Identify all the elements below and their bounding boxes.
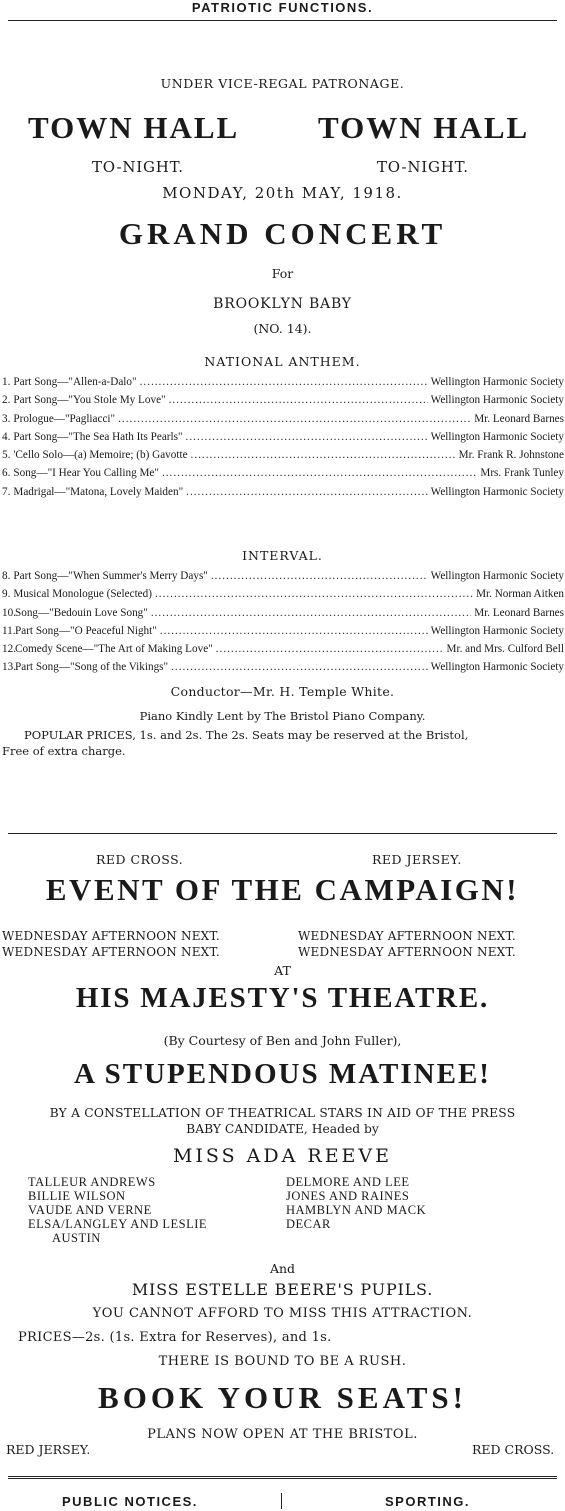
item-performer: Mr. Frank R. Johnstone (458, 449, 564, 462)
programme-item (2, 607, 564, 625)
venue-right: TOWN HALL (318, 110, 530, 145)
when-left-1: WEDNESDAY AFTERNOON NEXT. (2, 929, 220, 943)
tonight-right: TO-NIGHT. (377, 158, 469, 176)
cannot-miss-line: YOU CANNOT AFFORD TO MISS THIS ATTRACTION. (92, 1306, 473, 1321)
programme-item (2, 643, 564, 661)
leader-dots (151, 607, 471, 619)
item-performer: Wellington Harmonic Society (430, 624, 564, 637)
item-number: 11. (2, 624, 16, 637)
theatre-name: HIS MAJESTY'S THEATRE. (75, 982, 490, 1014)
patronage-line: UNDER VICE-REGAL PATRONAGE. (160, 76, 405, 91)
venue-left: TOWN HALL (28, 110, 240, 145)
item-performer: Wellington Harmonic Society (430, 570, 564, 582)
conductor-line: Conductor—Mr. H. Temple White. (170, 684, 395, 699)
item-performer: Wellington Harmonic Society (430, 430, 564, 443)
item-performer: Mr. Norman Aitken (476, 588, 564, 601)
tonight-left: TO-NIGHT. (92, 158, 184, 176)
item-title: Part Song—"O Peaceful Night" (15, 624, 157, 637)
beneficiary: BROOKLYN BABY (213, 296, 352, 312)
red-jersey-tag: RED JERSEY. (372, 852, 462, 867)
section-header: PATRIOTIC FUNCTIONS. (191, 0, 374, 15)
item-number: 2. (2, 394, 11, 407)
item-number: 3. (2, 412, 11, 425)
programme-item (2, 588, 564, 606)
item-performer: Wellington Harmonic Society (430, 376, 564, 388)
item-number: 10. (2, 606, 16, 619)
item-title: Comedy Scene—"The Art of Making Love" (15, 643, 213, 656)
artist-name: HAMBLYN AND MACK (286, 1203, 427, 1217)
programme-part-2 (2, 570, 564, 680)
item-title: Song—"I Hear You Calling Me" (13, 467, 159, 480)
programme-item (2, 661, 564, 679)
item-performer: Mr. and Mrs. Culford Bell (446, 643, 564, 656)
artist-name: DECAR (286, 1217, 331, 1231)
leader-dots (186, 431, 428, 443)
leader-dots (169, 394, 428, 406)
artist-name: DELMORE AND LEE (286, 1175, 410, 1189)
programme-item (2, 449, 564, 467)
national-anthem: NATIONAL ANTHEM. (204, 354, 361, 369)
leader-dots (140, 376, 428, 388)
item-performer: Mr. Leonard Barnes (474, 606, 564, 619)
item-performer: Wellington Harmonic Society (430, 485, 564, 498)
footer-red-jersey: RED JERSEY. (6, 1442, 91, 1457)
rush-line: THERE IS BOUND TO BE A RUSH. (158, 1354, 407, 1369)
artists-left (28, 1175, 207, 1245)
ad-divider (8, 833, 557, 834)
item-number: 7. (2, 485, 11, 498)
footer-public-notices: PUBLIC NOTICES. (62, 1494, 198, 1509)
item-title: Song—"Bedouin Love Song" (15, 606, 148, 619)
pupils-line: MISS ESTELLE BEERE'S PUPILS. (131, 1280, 434, 1299)
footer-column-divider (281, 1493, 282, 1509)
item-number: 6. (2, 467, 11, 480)
item-title: Part Song—"The Sea Hath Its Pearls" (13, 430, 183, 443)
when-left (2, 928, 220, 960)
programme-item (2, 625, 564, 643)
item-title: Prologue—"Pagliacci" (13, 412, 116, 425)
leader-dots (155, 588, 473, 600)
leader-dots (211, 570, 428, 582)
item-title: Part Song—"When Summer's Merry Days" (13, 570, 208, 582)
artist-name: VAUDE AND VERNE (28, 1203, 152, 1217)
item-title: Musical Monologue (Selected) (13, 588, 152, 601)
item-performer: Wellington Harmonic Society (430, 394, 564, 407)
when-right (298, 928, 516, 960)
artist-name: JONES AND RAINES (286, 1189, 410, 1203)
constellation-line-1: BY A CONSTELLATION OF THEATRICAL STARS IN AID OF THE PRESS (49, 1106, 516, 1120)
artist-name: ELSA/LANGLEY AND LESLIE (28, 1217, 208, 1231)
item-performer: Mrs. Frank Tunley (480, 467, 564, 480)
programme-item (2, 431, 564, 449)
programme-item (2, 570, 564, 588)
leader-dots (191, 449, 456, 461)
programme-item (2, 486, 564, 504)
programme-item (2, 413, 564, 431)
leader-dots (171, 661, 428, 673)
artist-name: BILLIE WILSON (28, 1189, 126, 1203)
prices-line-2: Free of extra charge. (2, 744, 126, 758)
item-title: Madrigal—"Matona, Lovely Maiden" (13, 485, 184, 498)
and-label: And (269, 1261, 296, 1276)
at-label: AT (274, 963, 291, 978)
item-number: 5. (2, 449, 11, 462)
item-number: 13. (2, 661, 16, 674)
leader-dots (118, 413, 471, 425)
when-right-1: WEDNESDAY AFTERNOON NEXT. (298, 929, 516, 943)
item-title: 'Cello Solo—(a) Memoire; (b) Gavotte (13, 449, 188, 462)
item-title: Part Song—"You Stole My Love" (13, 394, 166, 407)
leader-dots (216, 643, 444, 655)
concert-title: GRAND CONCERT (118, 216, 447, 251)
courtesy-line: (By Courtesy of Ben and John Fuller), (163, 1033, 402, 1048)
programme-part-1 (2, 376, 564, 504)
footer-sporting: SPORTING. (385, 1494, 471, 1509)
item-number: 1. (2, 376, 11, 388)
star-name: MISS ADA REEVE (172, 1145, 393, 1167)
book-seats-headline: BOOK YOUR SEATS! (98, 1380, 467, 1415)
artists-right (286, 1175, 426, 1231)
matinee-prices: PRICES—2s. (1s. Extra for Reserves), and 1s. (18, 1330, 332, 1345)
piano-line: Piano Kindly Lent by The Bristol Piano Company. (139, 709, 426, 723)
leader-dots (162, 467, 477, 479)
leader-dots (160, 625, 428, 637)
item-performer: Mr. Leonard Barnes (474, 412, 564, 425)
programme-item (2, 394, 564, 412)
footer-rule (8, 1476, 557, 1479)
item-number: 9. (2, 588, 11, 601)
item-title: Part Song—"Song of the Vikings" (15, 661, 169, 674)
event-headline: EVENT OF THE CAMPAIGN! (45, 872, 520, 907)
item-number: 4. (2, 430, 11, 443)
red-cross-tag: RED CROSS. (96, 852, 184, 867)
artist-name: TALLEUR ANDREWS (28, 1175, 156, 1189)
item-title: Part Song—"Allen-a-Dalo" (13, 376, 137, 388)
candidate-number: (NO. 14). (253, 321, 312, 336)
leader-dots (186, 486, 428, 498)
artist-name: AUSTIN (52, 1231, 101, 1245)
for-label: For (271, 266, 294, 281)
interval-label: INTERVAL. (242, 548, 323, 563)
item-number: 12. (2, 643, 16, 656)
footer-red-cross: RED CROSS. (472, 1442, 555, 1457)
programme-item (2, 376, 564, 394)
programme-item (2, 467, 564, 485)
item-number: 8. (2, 570, 11, 582)
when-right-2: WEDNESDAY AFTERNOON NEXT. (298, 945, 516, 959)
header-rule (8, 20, 557, 21)
matinee-headline: A STUPENDOUS MATINEE! (74, 1058, 491, 1090)
plans-line: PLANS NOW OPEN AT THE BRISTOL. (147, 1427, 418, 1442)
prices-line-1: POPULAR PRICES, 1s. and 2s. The 2s. Seats may be reserved at the Bristol, (24, 728, 469, 742)
item-performer: Wellington Harmonic Society (430, 661, 564, 674)
concert-date: MONDAY, 20th MAY, 1918. (162, 184, 403, 202)
when-left-2: WEDNESDAY AFTERNOON NEXT. (2, 945, 220, 959)
constellation-line-2: BABY CANDIDATE, Headed by (186, 1122, 379, 1136)
